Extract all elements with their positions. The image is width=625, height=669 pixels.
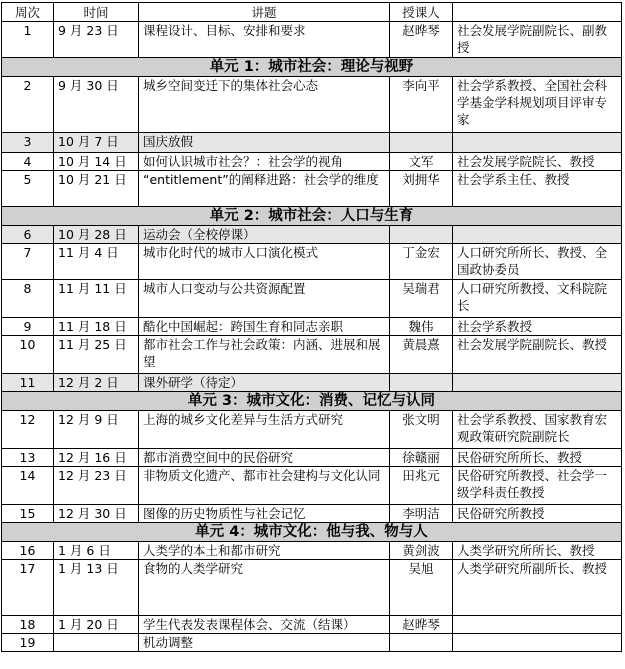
speaker-title — [453, 616, 622, 634]
header-row — [2, 3, 622, 22]
session-speaker: 文军 — [390, 153, 453, 171]
session-week: 6 — [2, 226, 54, 244]
session-row — [2, 411, 622, 449]
session-week: 17 — [2, 560, 54, 616]
session-row — [2, 616, 622, 634]
header-topic: 讲题 — [139, 3, 390, 22]
header-title — [453, 3, 622, 22]
session-date: 10 月 28 日 — [54, 226, 139, 244]
session-week: 9 — [2, 318, 54, 336]
session-week: 19 — [2, 634, 54, 652]
session-row — [2, 336, 622, 374]
session-week: 3 — [2, 133, 54, 153]
session-speaker — [390, 374, 453, 392]
session-topic: 城市人口变动与公共资源配置 — [139, 280, 390, 318]
session-week: 7 — [2, 244, 54, 280]
session-topic: 如何认识城市社会？：社会学的视角 — [139, 153, 390, 171]
session-date: 9 月 30 日 — [54, 77, 139, 133]
session-week: 12 — [2, 411, 54, 449]
session-speaker: 李明洁 — [390, 505, 453, 523]
speaker-title: 社会发展学院副院长、副教授 — [453, 22, 622, 58]
session-date: 12 月 2 日 — [54, 374, 139, 392]
unit-header-row — [2, 392, 622, 411]
speaker-title: 人类学研究所副所长、教授 — [453, 560, 622, 616]
session-topic: 课外研学（待定） — [139, 374, 390, 392]
session-row — [2, 318, 622, 336]
session-speaker: 徐赣丽 — [390, 449, 453, 467]
session-week: 18 — [2, 616, 54, 634]
speaker-title: 人类学研究所所长、教授 — [453, 542, 622, 560]
session-speaker: 黄剑波 — [390, 542, 453, 560]
session-date: 12 月 23 日 — [54, 467, 139, 505]
speaker-title: 社会学系教授、全国社会科学基金学科规划项目评审专家 — [453, 77, 622, 133]
session-speaker: 赵晔琴 — [390, 616, 453, 634]
header-date: 时间 — [54, 3, 139, 22]
session-date: 9 月 23 日 — [54, 22, 139, 58]
session-speaker: 丁金宏 — [390, 244, 453, 280]
session-week: 4 — [2, 153, 54, 171]
session-date: 12 月 30 日 — [54, 505, 139, 523]
session-row — [2, 467, 622, 505]
speaker-title: 社会学系教授 — [453, 318, 622, 336]
session-topic: 上海的城乡文化差异与生活方式研究 — [139, 411, 390, 449]
session-row — [2, 244, 622, 280]
session-speaker: 黄晨熹 — [390, 336, 453, 374]
session-topic: 人类学的本土和都市研究 — [139, 542, 390, 560]
session-speaker: 刘拥华 — [390, 171, 453, 207]
session-row — [2, 505, 622, 523]
session-topic: 机动调整 — [139, 634, 390, 652]
speaker-title: 社会学系主任、教授 — [453, 171, 622, 207]
session-topic: 课程设计、目标、安排和要求 — [139, 22, 390, 58]
session-topic: 城乡空间变迁下的集体社会心态 — [139, 77, 390, 133]
speaker-title: 民俗研究所教授 — [453, 505, 622, 523]
speaker-title: 民俗研究所所长、教授 — [453, 449, 622, 467]
session-week: 2 — [2, 77, 54, 133]
session-speaker: 李向平 — [390, 77, 453, 133]
session-row — [2, 77, 622, 133]
session-row — [2, 153, 622, 171]
session-date: 1 月 20 日 — [54, 616, 139, 634]
session-speaker — [390, 226, 453, 244]
unit-title: 单元 1：城市社会：理论与视野 — [2, 58, 622, 77]
session-speaker: 吴瑞君 — [390, 280, 453, 318]
speaker-title: 社会学系教授、国家教育宏观政策研究院副院长 — [453, 411, 622, 449]
session-topic: 食物的人类学研究 — [139, 560, 390, 616]
session-week: 8 — [2, 280, 54, 318]
session-speaker: 赵晔琴 — [390, 22, 453, 58]
unit-header-row — [2, 58, 622, 77]
session-date: 11 月 25 日 — [54, 336, 139, 374]
session-topic: 都市社会工作与社会政策：内涵、进展和展望 — [139, 336, 390, 374]
session-topic: 运动会（全校停课） — [139, 226, 390, 244]
session-row — [2, 280, 622, 318]
session-topic: 学生代表发表课程体会、交流（结课） — [139, 616, 390, 634]
session-topic: “entitlement”的阐释进路：社会学的维度 — [139, 171, 390, 207]
session-topic: 非物质文化遗产、都市社会建构与文化认同 — [139, 467, 390, 505]
session-speaker: 田兆元 — [390, 467, 453, 505]
speaker-title — [453, 634, 622, 652]
session-date: 1 月 13 日 — [54, 560, 139, 616]
unit-header-row — [2, 207, 622, 226]
session-week: 13 — [2, 449, 54, 467]
schedule-body — [2, 22, 622, 652]
session-date: 11 月 11 日 — [54, 280, 139, 318]
session-date: 12 月 9 日 — [54, 411, 139, 449]
session-week: 11 — [2, 374, 54, 392]
speaker-title: 社会发展学院院长、教授 — [453, 153, 622, 171]
unit-title: 单元 4：城市文化：他与我、物与人 — [2, 523, 622, 542]
session-week: 16 — [2, 542, 54, 560]
speaker-title: 社会发展学院副院长、教授 — [453, 336, 622, 374]
session-row — [2, 449, 622, 467]
session-row — [2, 374, 622, 392]
session-date: 11 月 4 日 — [54, 244, 139, 280]
session-row — [2, 560, 622, 616]
session-row — [2, 542, 622, 560]
session-date: 1 月 6 日 — [54, 542, 139, 560]
session-topic: 酷化中国崛起：跨国生育和同志亲职 — [139, 318, 390, 336]
session-week: 14 — [2, 467, 54, 505]
session-row — [2, 226, 622, 244]
unit-title: 单元 2：城市社会：人口与生育 — [2, 207, 622, 226]
header-week: 周次 — [2, 3, 54, 22]
speaker-title — [453, 133, 622, 153]
session-speaker — [390, 133, 453, 153]
session-date: 10 月 21 日 — [54, 171, 139, 207]
course-schedule-table — [1, 2, 622, 652]
header-speaker: 授课人 — [390, 3, 453, 22]
session-speaker: 张文明 — [390, 411, 453, 449]
session-date — [54, 634, 139, 652]
speaker-title — [453, 374, 622, 392]
speaker-title: 民俗研究所教授、社会学一级学科责任教授 — [453, 467, 622, 505]
session-row — [2, 22, 622, 58]
session-topic: 都市消费空间中的民俗研究 — [139, 449, 390, 467]
session-speaker: 吴旭 — [390, 560, 453, 616]
speaker-title — [453, 226, 622, 244]
session-week: 5 — [2, 171, 54, 207]
session-row — [2, 133, 622, 153]
session-topic: 国庆放假 — [139, 133, 390, 153]
session-date: 12 月 16 日 — [54, 449, 139, 467]
session-topic: 图像的历史物质性与社会记忆 — [139, 505, 390, 523]
session-week: 15 — [2, 505, 54, 523]
session-speaker — [390, 634, 453, 652]
unit-title: 单元 3：城市文化：消费、记忆与认同 — [2, 392, 622, 411]
session-date: 10 月 14 日 — [54, 153, 139, 171]
session-date: 10 月 7 日 — [54, 133, 139, 153]
session-row — [2, 171, 622, 207]
unit-header-row — [2, 523, 622, 542]
speaker-title: 人口研究所教授、文科院院长 — [453, 280, 622, 318]
speaker-title: 人口研究所所长、教授、全国政协委员 — [453, 244, 622, 280]
session-date: 11 月 18 日 — [54, 318, 139, 336]
session-speaker: 魏伟 — [390, 318, 453, 336]
session-week: 10 — [2, 336, 54, 374]
session-row — [2, 634, 622, 652]
session-week: 1 — [2, 22, 54, 58]
session-topic: 城市化时代的城市人口演化模式 — [139, 244, 390, 280]
